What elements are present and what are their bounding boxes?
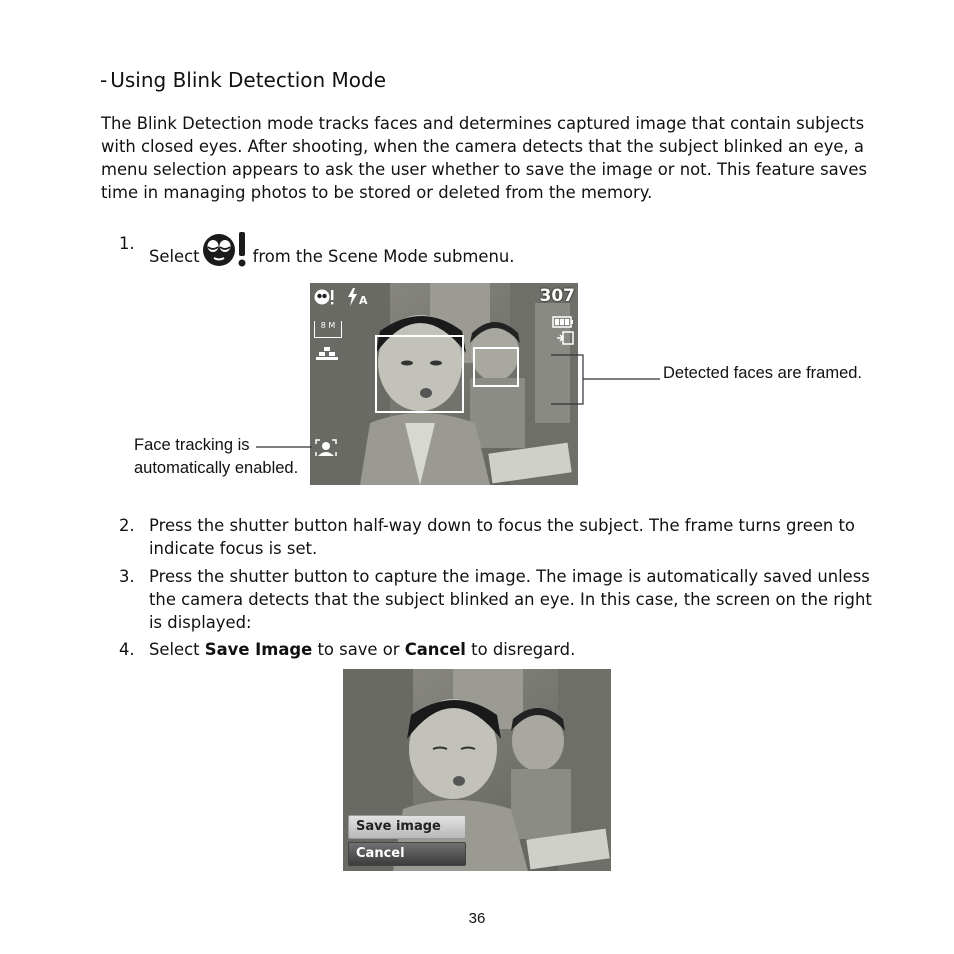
shots-remaining: 307 bbox=[539, 286, 575, 306]
title-text: Using Blink Detection Mode bbox=[110, 68, 387, 92]
step-text: Press the shutter button half-way down to focus the subject. The frame turns green to indicate focus is set. bbox=[149, 516, 855, 558]
resolution-icon bbox=[314, 321, 342, 338]
step-text: Press the shutter button to capture the image. The image is automatically saved unless the camera detects that the subject blinked an eye. In this case, the screen on the right is displayed: bbox=[149, 567, 872, 632]
face-tracking-icon bbox=[314, 439, 338, 457]
quality-icon bbox=[316, 347, 338, 361]
step-number: 2. bbox=[119, 516, 135, 535]
flash-auto-icon bbox=[346, 287, 370, 307]
camera-screen-face-detection bbox=[310, 283, 578, 485]
svg-text:A: A bbox=[359, 294, 368, 307]
step-number: 4. bbox=[119, 640, 135, 659]
step-text-save-image: Save Image bbox=[204, 640, 313, 659]
page-number: 36 bbox=[468, 910, 486, 927]
step-3 bbox=[119, 565, 889, 637]
step-number: 3. bbox=[119, 567, 135, 586]
title-dash: - bbox=[100, 68, 108, 92]
callout-detected-faces: Detected faces are framed. bbox=[663, 364, 863, 382]
memory-icon bbox=[556, 331, 574, 345]
resolution-label: 8 M bbox=[320, 321, 336, 330]
step-text-post: from the Scene Mode submenu. bbox=[252, 247, 515, 266]
callout-face-tracking: Face tracking is automatically enabled. bbox=[134, 436, 299, 477]
menu-cancel[interactable]: Cancel bbox=[348, 842, 466, 866]
step-1 bbox=[119, 232, 619, 266]
step-text-mid: to save or bbox=[317, 640, 400, 659]
step-text-post: to disregard. bbox=[471, 640, 576, 659]
step-2 bbox=[119, 514, 889, 562]
face-frame-main bbox=[375, 335, 464, 413]
step-number: 1. bbox=[119, 234, 135, 253]
blink-detection-icon bbox=[202, 232, 250, 268]
battery-icon bbox=[552, 316, 574, 328]
blink-mode-icon bbox=[314, 288, 336, 306]
step-4 bbox=[119, 638, 889, 664]
blink-menu bbox=[348, 815, 466, 869]
step-text bbox=[149, 232, 889, 268]
page-title bbox=[100, 68, 386, 92]
step-text-pre: Select bbox=[149, 640, 200, 659]
face-frame-secondary bbox=[473, 347, 519, 387]
menu-save-image[interactable]: Save image bbox=[348, 815, 466, 839]
step-text-cancel: Cancel bbox=[404, 640, 466, 659]
step-text bbox=[149, 638, 889, 661]
camera-screen-blink-menu bbox=[343, 669, 611, 871]
step-text-pre: Select bbox=[149, 247, 200, 266]
intro-paragraph: The Blink Detection mode tracks faces and determines captured image that contain subjects with closed eyes. After shooting, when the camera detects that the subject blinked an eye, a menu selection appears to ask the user whether to save the image or not. This feature saves time in managing photos to be stored or deleted from the memory. bbox=[101, 114, 867, 202]
